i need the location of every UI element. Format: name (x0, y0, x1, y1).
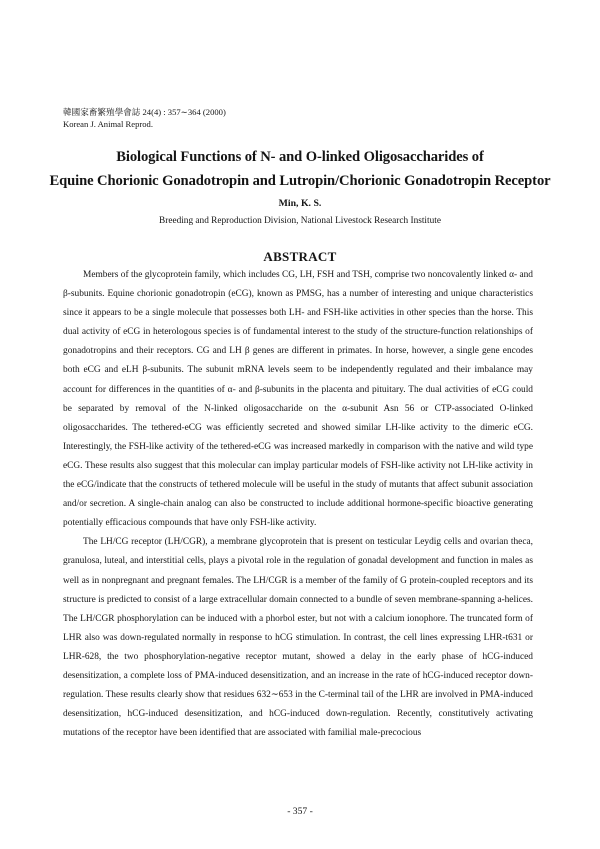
author: Min, K. S. (278, 198, 322, 209)
page-number: - 357 - (287, 806, 313, 817)
abstract-paragraph-1: Members of the glycoprotein family, which includes CG, LH, FSH and TSH, comprise two noncovalently linked α- and β-subunits. Equine chorionic gonadotropin (eCG), known as PMSG, has a number of interesting and unique characteristics since it appears to be a single molecule that possesses both LH- and FSH-like activities in other species than the horse. This dual activity of eCG in heterologous species is of fundamental interest to the study of the structure-function relationships of gonadotropins and their receptors. CG and LH β genes are different in primates. In horse, however, a single gene encodes both eCG and eLH β-subunits. The subunit mRNA levels seem to be independently regulated and their imbalance may account for differences in the quantities of α- and β-subunits in the placenta and pituitary. The dual activities of eCG could be separated by removal of the N-linked oligosaccharide on the α-subunit Asn 56 or CTP-associated O-linked oligosaccharides. The tethered-eCG was efficiently secreted and showed similar LH-like activity to the dimeric eCG. Interestingly, the FSH-like activity of the tethered-eCG was increased markedly in comparison with the native and wild type eCG. These results also suggest that this molecular can implay particular models of FSH-like activity not LH-like activity in the eCG/indicate that the constructs of tethered molecule will be useful in the study of mutants that affect subunit association and/or secretion. A single-chain analog can also be constructed to include additional hormone-specific bioactive generating potentially efficacious compounds that have only FSH-like activity. (63, 270, 533, 529)
abstract-paragraph-2: The LH/CG receptor (LH/CGR), a membrane glycoprotein that is present on testicular Leydig cells and ovarian theca, granulosa, luteal, and interstitial cells, plays a pivotal role in the regulation of gonadal development and function in males as well as in nonpregnant and pregnant females. The LH/CGR is a member of the family of G protein-coupled receptors and its structure is predicted to consist of a large extracellular domain connected to a bundle of seven membrane-spanning a-helices. The LH/CGR phosphorylation can be induced with a phorbol ester, but not with a calcium ionophore. The truncated form of LHR also was down-regulated normally in response to hCG stimulation. In contrast, the cell lines expressing LHR-t631 or LHR-628, the two phosphorylation-negative receptor mutant, showed a delay in the early phase of hCG-induced desensitization, a complete loss of PMA-induced desensitization, and an increase in the rate of hCG-induced receptor down-regulation. These results clearly show that residues 632∼653 in the C-terminal tail of the LHR are involved in PMA-induced desensitization, hCG-induced desensitization, and hCG-induced down-regulation. Recently, constitutively activating mutations of the receptor have been identified that are associated with familial male-precocious (63, 537, 533, 739)
journal-line-english: Korean J. Animal Reprod. (63, 119, 153, 129)
journal-line-korean: 韓國家畜繁殖學會誌 24(4) : 357∼364 (2000) (63, 107, 226, 117)
paper-title-line-1: Biological Functions of N- and O-linked Oligosaccharides of (116, 149, 484, 165)
journal-citation (63, 106, 226, 130)
abstract-body (63, 266, 533, 743)
affiliation: Breeding and Reproduction Division, National Livestock Research Institute (159, 216, 441, 226)
paper-title-line-2: Equine Chorionic Gonadotropin and Lutropin/Chorionic Gonadotropin Receptor (49, 173, 551, 189)
abstract-heading: ABSTRACT (263, 249, 337, 264)
